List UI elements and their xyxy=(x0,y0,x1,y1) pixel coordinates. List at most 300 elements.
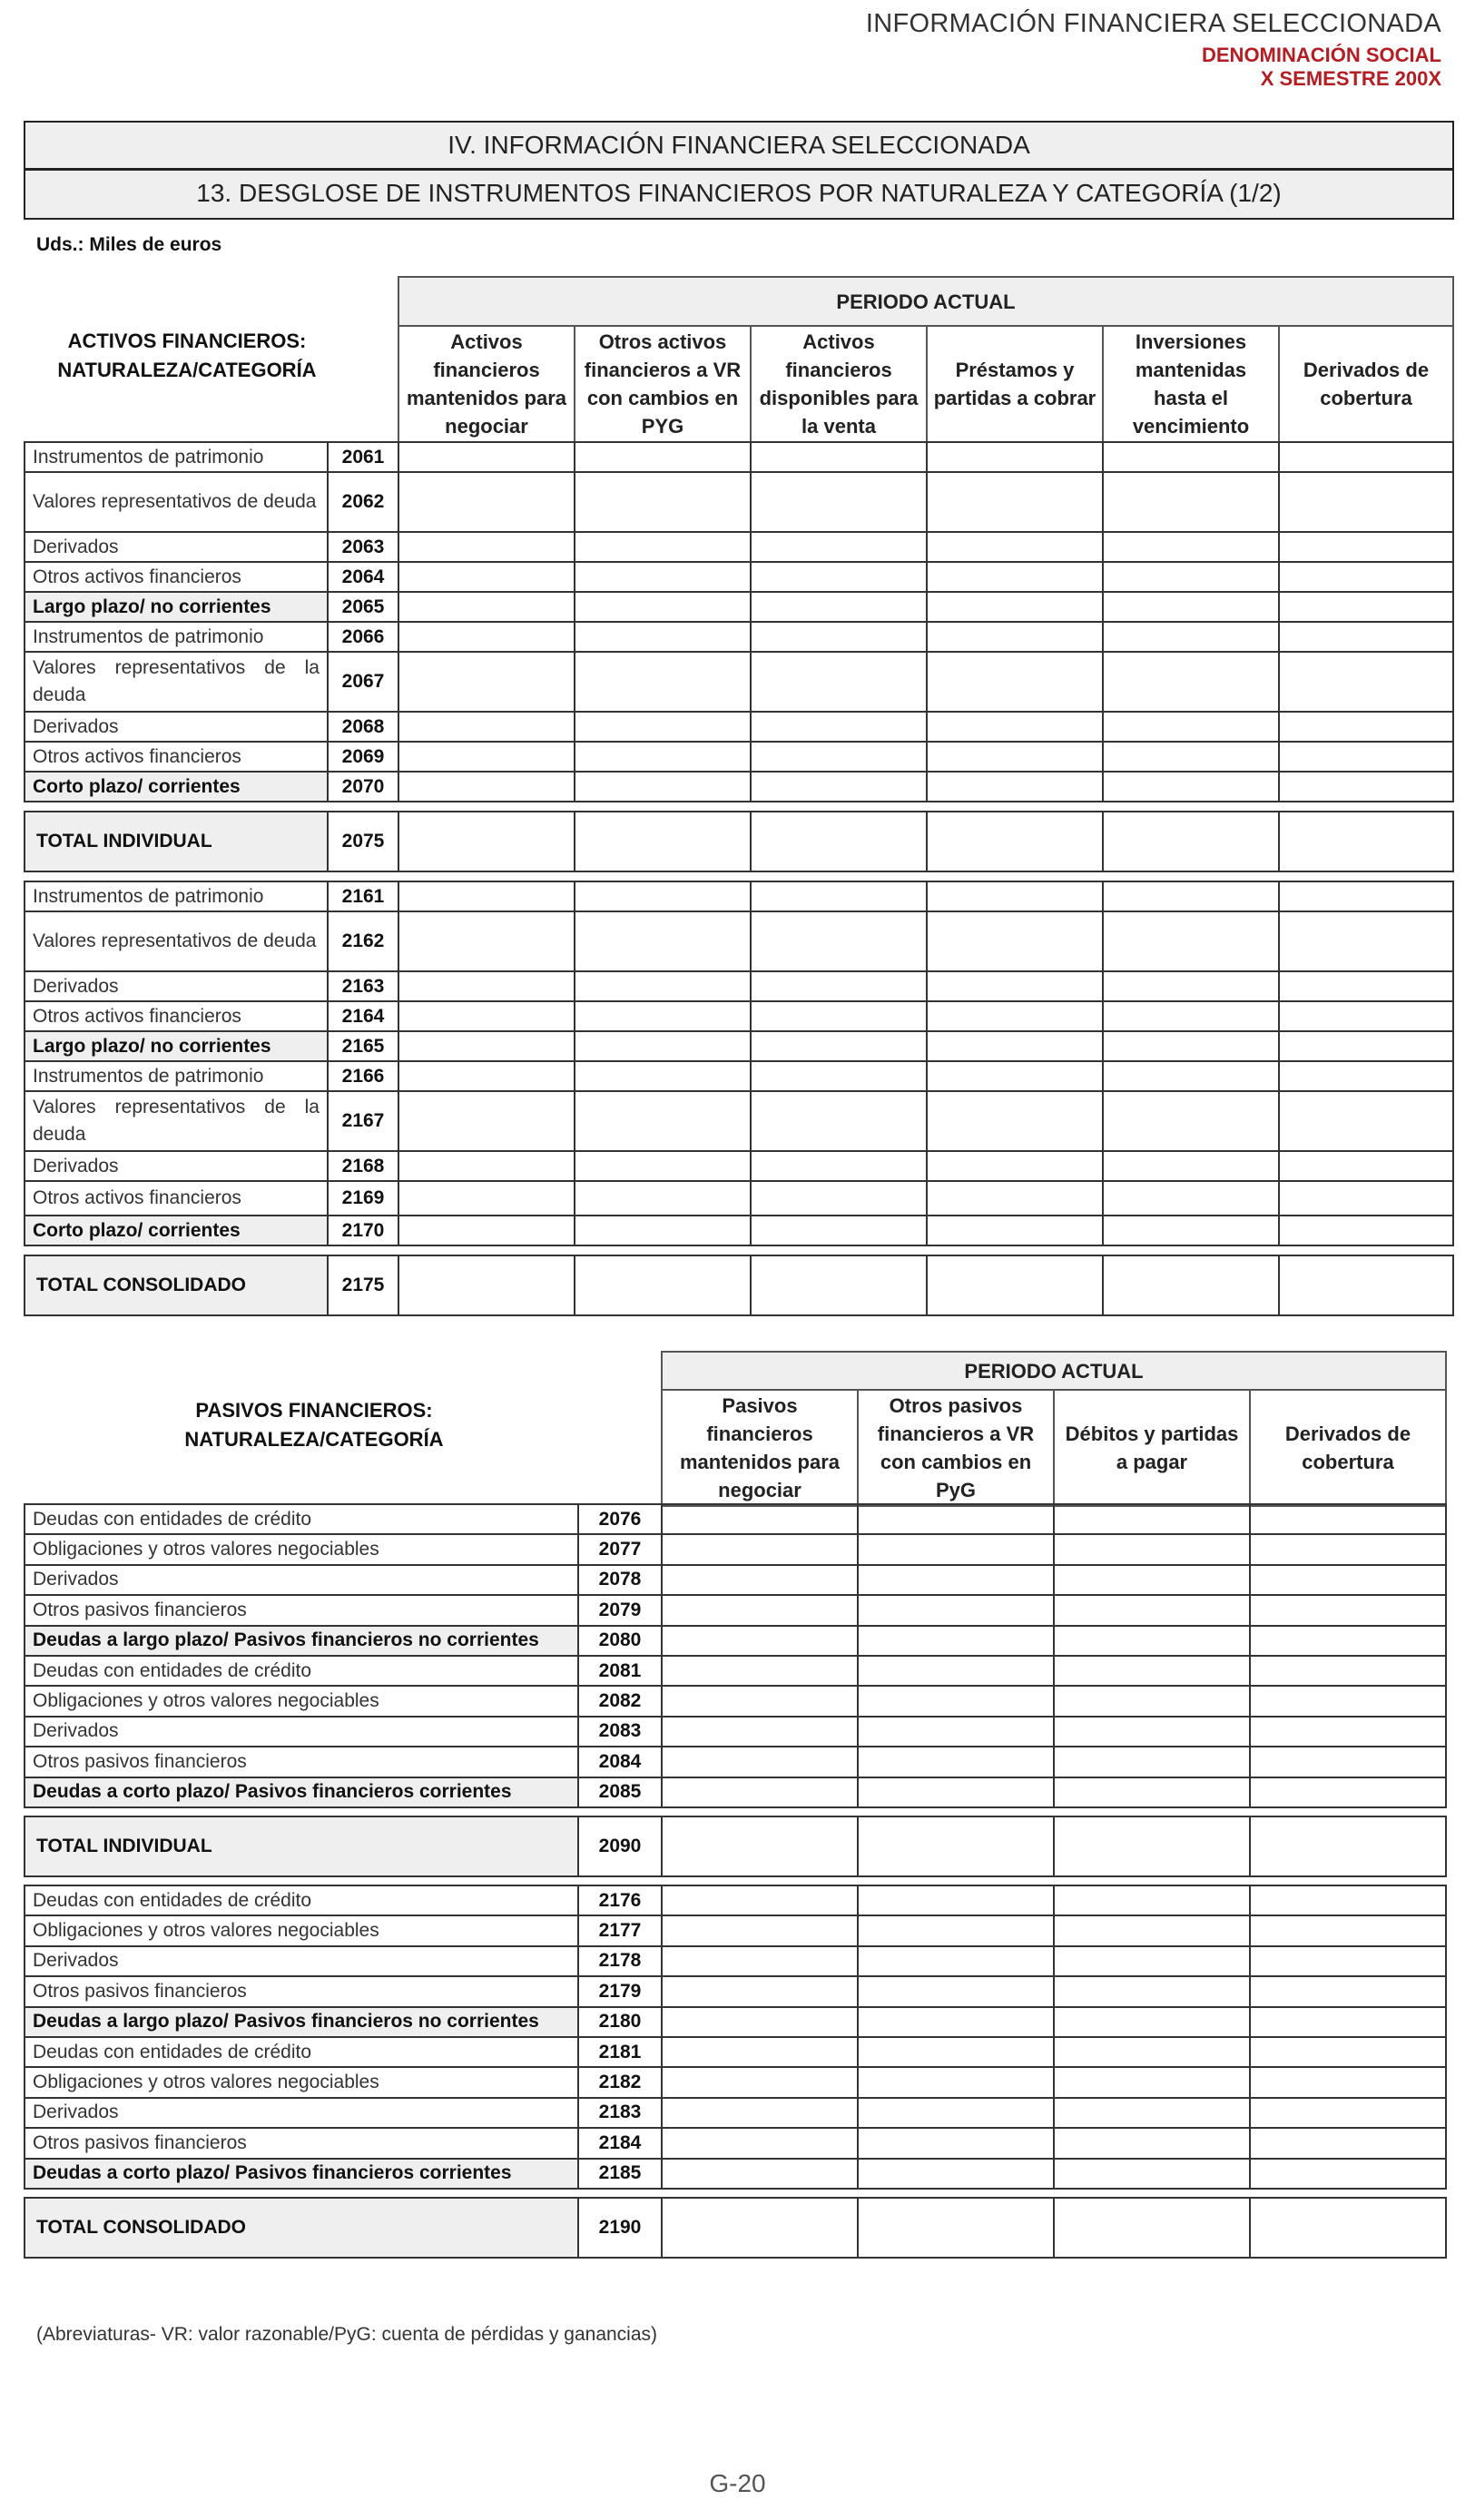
row-label: Derivados xyxy=(25,1717,578,1747)
value-cell[interactable] xyxy=(751,772,927,802)
value-cell[interactable] xyxy=(927,592,1103,622)
value-cell[interactable] xyxy=(398,1061,575,1091)
row-code: 2166 xyxy=(328,1061,398,1091)
row-label: Otros activos financieros xyxy=(25,742,328,772)
value-cell[interactable] xyxy=(1103,712,1279,742)
value-cell[interactable] xyxy=(751,652,927,712)
value-cell[interactable] xyxy=(1250,1717,1446,1747)
value-cell[interactable] xyxy=(662,1686,858,1716)
total-value-cell[interactable] xyxy=(858,1816,1054,1876)
table-row xyxy=(25,2128,1446,2158)
liabilities-column-header-cell: Derivados de cobertura xyxy=(1250,1390,1446,1506)
value-cell[interactable] xyxy=(662,1747,858,1777)
row-code: 2184 xyxy=(578,2128,662,2158)
value-cell[interactable] xyxy=(1250,1504,1446,1534)
assets-column-header-cell: Inversiones mantenidas hasta el vencimiento xyxy=(1103,326,1279,442)
value-cell[interactable] xyxy=(751,911,927,971)
value-cell[interactable] xyxy=(927,562,1103,592)
value-cell[interactable] xyxy=(1103,622,1279,652)
value-cell[interactable] xyxy=(927,1181,1103,1216)
value-cell[interactable] xyxy=(858,2067,1054,2097)
value-cell[interactable] xyxy=(1054,1534,1250,1564)
total-code: 2175 xyxy=(328,1255,398,1315)
value-cell[interactable] xyxy=(1103,1216,1279,1245)
value-cell[interactable] xyxy=(1103,1091,1279,1151)
table-row xyxy=(25,1656,1446,1686)
value-cell[interactable] xyxy=(927,532,1103,562)
value-cell[interactable] xyxy=(662,2159,858,2189)
total-value-cell[interactable] xyxy=(1250,1816,1446,1876)
value-cell[interactable] xyxy=(575,712,751,742)
liabilities-heading-line1: PASIVOS FINANCIEROS: xyxy=(195,1399,433,1422)
value-cell[interactable] xyxy=(575,1001,751,1031)
value-cell[interactable] xyxy=(575,742,751,772)
value-cell[interactable] xyxy=(1279,1181,1453,1216)
value-cell[interactable] xyxy=(1054,1777,1250,1807)
value-cell[interactable] xyxy=(1250,2098,1446,2128)
value-cell[interactable] xyxy=(858,2037,1054,2067)
liabilities-total-individual-table xyxy=(24,1816,1447,1877)
value-cell[interactable] xyxy=(927,881,1103,911)
row-code: 2180 xyxy=(578,2007,662,2037)
value-cell[interactable] xyxy=(1054,1686,1250,1716)
value-cell[interactable] xyxy=(1250,1777,1446,1807)
value-cell[interactable] xyxy=(1250,1595,1446,1625)
row-label: Otros pasivos financieros xyxy=(25,1976,578,2006)
value-cell[interactable] xyxy=(398,742,575,772)
value-cell[interactable] xyxy=(1279,562,1453,592)
value-cell[interactable] xyxy=(662,1534,858,1564)
value-cell[interactable] xyxy=(858,1504,1054,1534)
table-row xyxy=(25,1031,1453,1061)
value-cell[interactable] xyxy=(751,442,927,472)
row-code: 2082 xyxy=(578,1686,662,1716)
value-cell[interactable] xyxy=(858,1595,1054,1625)
total-row xyxy=(25,2198,1446,2258)
value-cell[interactable] xyxy=(1054,1626,1250,1656)
value-cell[interactable] xyxy=(575,1181,751,1216)
value-cell[interactable] xyxy=(927,712,1103,742)
value-cell[interactable] xyxy=(1279,442,1453,472)
value-cell[interactable] xyxy=(751,1216,927,1245)
row-code: 2167 xyxy=(328,1091,398,1151)
value-cell[interactable] xyxy=(575,971,751,1001)
value-cell[interactable] xyxy=(1279,1061,1453,1091)
value-cell[interactable] xyxy=(858,1656,1054,1686)
value-cell[interactable] xyxy=(662,1976,858,2006)
value-cell[interactable] xyxy=(662,1656,858,1686)
value-cell[interactable] xyxy=(1103,1001,1279,1031)
value-cell[interactable] xyxy=(1103,1061,1279,1091)
value-cell[interactable] xyxy=(1279,1091,1453,1151)
value-cell[interactable] xyxy=(751,1001,927,1031)
value-cell[interactable] xyxy=(575,532,751,562)
table-row xyxy=(25,1565,1446,1595)
subsection-title-box xyxy=(24,169,1454,220)
value-cell[interactable] xyxy=(1250,2007,1446,2037)
value-cell[interactable] xyxy=(575,442,751,472)
value-cell[interactable] xyxy=(398,1031,575,1061)
value-cell[interactable] xyxy=(927,1031,1103,1061)
value-cell[interactable] xyxy=(751,881,927,911)
total-value-cell[interactable] xyxy=(751,1255,927,1315)
value-cell[interactable] xyxy=(1250,1686,1446,1716)
value-cell[interactable] xyxy=(398,881,575,911)
value-cell[interactable] xyxy=(858,2159,1054,2189)
value-cell[interactable] xyxy=(1279,971,1453,1001)
value-cell[interactable] xyxy=(927,971,1103,1001)
table-row xyxy=(25,1595,1446,1625)
table-row xyxy=(25,1151,1453,1181)
value-cell[interactable] xyxy=(1103,911,1279,971)
total-value-cell[interactable] xyxy=(1103,1255,1279,1315)
value-cell[interactable] xyxy=(1279,652,1453,712)
value-cell[interactable] xyxy=(575,1061,751,1091)
row-code: 2070 xyxy=(328,772,398,802)
abbreviations-footnote: (Abreviaturas- VR: valor razonable/PyG: cuenta de pérdidas y ganancias) xyxy=(36,2324,658,2345)
row-code: 2066 xyxy=(328,622,398,652)
company-name: DENOMINACIÓN SOCIAL xyxy=(1202,44,1441,66)
value-cell[interactable] xyxy=(927,1216,1103,1245)
value-cell[interactable] xyxy=(575,562,751,592)
value-cell[interactable] xyxy=(751,1151,927,1181)
value-cell[interactable] xyxy=(751,1091,927,1151)
row-code: 2077 xyxy=(578,1534,662,1564)
row-label: Largo plazo/ no corrientes xyxy=(25,592,328,622)
row-label: Otros activos financieros xyxy=(25,1001,328,1031)
value-cell[interactable] xyxy=(1103,1181,1279,1216)
value-cell[interactable] xyxy=(1279,881,1453,911)
liabilities-column-header-cell: Pasivos financieros mantenidos para negociar xyxy=(662,1390,858,1506)
table-row xyxy=(25,1915,1446,1945)
value-cell[interactable] xyxy=(927,1151,1103,1181)
value-cell[interactable] xyxy=(398,1216,575,1245)
value-cell[interactable] xyxy=(662,2037,858,2067)
value-cell[interactable] xyxy=(1054,1595,1250,1625)
value-cell[interactable] xyxy=(575,1151,751,1181)
value-cell[interactable] xyxy=(1250,1747,1446,1777)
value-cell[interactable] xyxy=(1279,1216,1453,1245)
total-value-cell[interactable] xyxy=(1054,2198,1250,2258)
total-value-cell[interactable] xyxy=(1279,812,1453,871)
value-cell[interactable] xyxy=(1103,652,1279,712)
value-cell[interactable] xyxy=(1054,2098,1250,2128)
value-cell[interactable] xyxy=(927,442,1103,472)
value-cell[interactable] xyxy=(575,881,751,911)
value-cell[interactable] xyxy=(398,911,575,971)
liabilities-individual-table xyxy=(24,1503,1447,1808)
total-value-cell[interactable] xyxy=(1054,1816,1250,1876)
row-label: Largo plazo/ no corrientes xyxy=(25,1031,328,1061)
value-cell[interactable] xyxy=(1054,1915,1250,1945)
value-cell[interactable] xyxy=(1279,1151,1453,1181)
value-cell[interactable] xyxy=(1054,1656,1250,1686)
value-cell[interactable] xyxy=(927,1061,1103,1091)
value-cell[interactable] xyxy=(575,1216,751,1245)
table-row xyxy=(25,1216,1453,1245)
assets-side-heading xyxy=(24,327,350,385)
units-label: Uds.: Miles de euros xyxy=(36,234,222,255)
value-cell[interactable] xyxy=(858,1885,1054,1915)
value-cell[interactable] xyxy=(575,911,751,971)
value-cell[interactable] xyxy=(1054,2037,1250,2067)
value-cell[interactable] xyxy=(858,1626,1054,1656)
value-cell[interactable] xyxy=(575,622,751,652)
value-cell[interactable] xyxy=(858,1565,1054,1595)
assets-column-header-cell: Derivados de cobertura xyxy=(1279,326,1453,442)
assets-heading-line2: NATURALEZA/CATEGORÍA xyxy=(57,359,317,381)
value-cell[interactable] xyxy=(1250,1656,1446,1686)
value-cell[interactable] xyxy=(662,1946,858,1976)
liabilities-column-header-cell: Débitos y partidas a pagar xyxy=(1054,1390,1250,1506)
value-cell[interactable] xyxy=(858,1976,1054,2006)
total-value-cell[interactable] xyxy=(575,1255,751,1315)
table-row xyxy=(25,971,1453,1001)
total-value-cell[interactable] xyxy=(1250,2198,1446,2258)
value-cell[interactable] xyxy=(1103,532,1279,562)
value-cell[interactable] xyxy=(927,742,1103,772)
value-cell[interactable] xyxy=(1103,592,1279,622)
row-label: Otros pasivos financieros xyxy=(25,1595,578,1625)
value-cell[interactable] xyxy=(1279,772,1453,802)
value-cell[interactable] xyxy=(1279,592,1453,622)
value-cell[interactable] xyxy=(662,1565,858,1595)
value-cell[interactable] xyxy=(1103,442,1279,472)
value-cell[interactable] xyxy=(398,562,575,592)
value-cell[interactable] xyxy=(1103,562,1279,592)
value-cell[interactable] xyxy=(1103,1151,1279,1181)
value-cell[interactable] xyxy=(662,1777,858,1807)
row-code: 2161 xyxy=(328,881,398,911)
value-cell[interactable] xyxy=(662,2098,858,2128)
value-cell[interactable] xyxy=(1279,472,1453,532)
value-cell[interactable] xyxy=(751,971,927,1001)
value-cell[interactable] xyxy=(662,2067,858,2097)
value-cell[interactable] xyxy=(1103,1031,1279,1061)
value-cell[interactable] xyxy=(662,2128,858,2158)
value-cell[interactable] xyxy=(1279,712,1453,742)
row-code: 2078 xyxy=(578,1565,662,1595)
table-row xyxy=(25,712,1453,742)
value-cell[interactable] xyxy=(927,1001,1103,1031)
row-code: 2163 xyxy=(328,971,398,1001)
value-cell[interactable] xyxy=(858,1534,1054,1564)
value-cell[interactable] xyxy=(398,1001,575,1031)
value-cell[interactable] xyxy=(1250,2037,1446,2067)
value-cell[interactable] xyxy=(1250,1976,1446,2006)
total-row xyxy=(25,1816,1446,1876)
value-cell[interactable] xyxy=(662,1595,858,1625)
value-cell[interactable] xyxy=(1054,1976,1250,2006)
assets-individual-table xyxy=(24,441,1454,802)
value-cell[interactable] xyxy=(398,652,575,712)
value-cell[interactable] xyxy=(662,2007,858,2037)
total-value-cell[interactable] xyxy=(858,2198,1054,2258)
table-row xyxy=(25,2159,1446,2189)
row-label: Deudas con entidades de crédito xyxy=(25,1885,578,1915)
table-row xyxy=(25,2007,1446,2037)
value-cell[interactable] xyxy=(927,472,1103,532)
row-label: Obligaciones y otros valores negociables xyxy=(25,1686,578,1716)
value-cell[interactable] xyxy=(1279,911,1453,971)
value-cell[interactable] xyxy=(927,652,1103,712)
total-value-cell[interactable] xyxy=(1279,1255,1453,1315)
row-label: Deudas a corto plazo/ Pasivos financieros corrientes xyxy=(25,2159,578,2189)
value-cell[interactable] xyxy=(927,1091,1103,1151)
value-cell[interactable] xyxy=(1103,742,1279,772)
row-label: Deudas con entidades de crédito xyxy=(25,1656,578,1686)
value-cell[interactable] xyxy=(1250,1885,1446,1915)
value-cell[interactable] xyxy=(575,1031,751,1061)
row-code: 2083 xyxy=(578,1717,662,1747)
row-code: 2182 xyxy=(578,2067,662,2097)
value-cell[interactable] xyxy=(1054,2128,1250,2158)
value-cell[interactable] xyxy=(662,1717,858,1747)
row-label: Obligaciones y otros valores negociables xyxy=(25,1915,578,1945)
value-cell[interactable] xyxy=(858,1747,1054,1777)
value-cell[interactable] xyxy=(662,1915,858,1945)
row-label: Derivados xyxy=(25,1565,578,1595)
value-cell[interactable] xyxy=(1054,1565,1250,1595)
value-cell[interactable] xyxy=(1103,971,1279,1001)
value-cell[interactable] xyxy=(751,1061,927,1091)
value-cell[interactable] xyxy=(751,712,927,742)
row-label: Obligaciones y otros valores negociables xyxy=(25,1534,578,1564)
value-cell[interactable] xyxy=(575,472,751,532)
total-row xyxy=(25,812,1453,871)
value-cell[interactable] xyxy=(575,772,751,802)
value-cell[interactable] xyxy=(858,1946,1054,1976)
semester-label: X SEMESTRE 200X xyxy=(1260,67,1441,90)
liabilities-column-header xyxy=(661,1351,1447,1507)
value-cell[interactable] xyxy=(1103,472,1279,532)
value-cell[interactable] xyxy=(1054,2159,1250,2189)
value-cell[interactable] xyxy=(858,2098,1054,2128)
value-cell[interactable] xyxy=(398,1181,575,1216)
value-cell[interactable] xyxy=(1054,1747,1250,1777)
value-cell[interactable] xyxy=(398,772,575,802)
value-cell[interactable] xyxy=(1279,1001,1453,1031)
value-cell[interactable] xyxy=(1054,1885,1250,1915)
value-cell[interactable] xyxy=(398,472,575,532)
value-cell[interactable] xyxy=(858,1777,1054,1807)
value-cell[interactable] xyxy=(398,712,575,742)
value-cell[interactable] xyxy=(398,971,575,1001)
value-cell[interactable] xyxy=(1250,1626,1446,1656)
liabilities-period-header: PERIODO ACTUAL xyxy=(662,1352,1446,1390)
value-cell[interactable] xyxy=(751,742,927,772)
value-cell[interactable] xyxy=(1054,1504,1250,1534)
row-label: Deudas a corto plazo/ Pasivos financieros corrientes xyxy=(25,1777,578,1807)
value-cell[interactable] xyxy=(575,1091,751,1151)
value-cell[interactable] xyxy=(575,652,751,712)
value-cell[interactable] xyxy=(575,592,751,622)
value-cell[interactable] xyxy=(1054,2067,1250,2097)
total-value-cell[interactable] xyxy=(662,2198,858,2258)
value-cell[interactable] xyxy=(751,592,927,622)
total-label: TOTAL INDIVIDUAL xyxy=(25,1816,578,1876)
value-cell[interactable] xyxy=(1103,881,1279,911)
total-value-cell[interactable] xyxy=(398,1255,575,1315)
table-row xyxy=(25,1717,1446,1747)
total-value-cell[interactable] xyxy=(1103,812,1279,871)
value-cell[interactable] xyxy=(1279,622,1453,652)
value-cell[interactable] xyxy=(1250,2067,1446,2097)
value-cell[interactable] xyxy=(1250,2159,1446,2189)
total-value-cell[interactable] xyxy=(927,812,1103,871)
table-row xyxy=(25,911,1453,971)
value-cell[interactable] xyxy=(398,1151,575,1181)
assets-column-header-cell: Préstamos y partidas a cobrar xyxy=(927,326,1103,442)
value-cell[interactable] xyxy=(398,1091,575,1151)
row-code: 2179 xyxy=(578,1976,662,2006)
value-cell[interactable] xyxy=(398,532,575,562)
value-cell[interactable] xyxy=(751,532,927,562)
value-cell[interactable] xyxy=(1250,1946,1446,1976)
row-label: Derivados xyxy=(25,2098,578,2128)
value-cell[interactable] xyxy=(927,911,1103,971)
assets-heading-line1: ACTIVOS FINANCIEROS: xyxy=(67,330,307,352)
value-cell[interactable] xyxy=(858,1915,1054,1945)
value-cell[interactable] xyxy=(662,1626,858,1656)
value-cell[interactable] xyxy=(751,622,927,652)
total-value-cell[interactable] xyxy=(751,812,927,871)
value-cell[interactable] xyxy=(1103,772,1279,802)
value-cell[interactable] xyxy=(858,2007,1054,2037)
assets-total-individual-table xyxy=(24,811,1454,872)
total-value-cell[interactable] xyxy=(662,1816,858,1876)
value-cell[interactable] xyxy=(1279,1031,1453,1061)
value-cell[interactable] xyxy=(1054,1946,1250,1976)
table-row xyxy=(25,652,1453,712)
assets-column-header-cell: Activos financieros mantenidos para negociar xyxy=(398,326,575,442)
value-cell[interactable] xyxy=(751,562,927,592)
total-value-cell[interactable] xyxy=(575,812,751,871)
value-cell[interactable] xyxy=(662,1504,858,1534)
value-cell[interactable] xyxy=(1250,2128,1446,2158)
value-cell[interactable] xyxy=(858,1717,1054,1747)
value-cell[interactable] xyxy=(1279,742,1453,772)
assets-period-header: PERIODO ACTUAL xyxy=(398,277,1453,326)
row-code: 2076 xyxy=(578,1504,662,1534)
value-cell[interactable] xyxy=(1250,1534,1446,1564)
value-cell[interactable] xyxy=(1054,1717,1250,1747)
row-code: 2170 xyxy=(328,1216,398,1245)
assets-column-header-cell: Otros activos financieros a VR con cambios en PYG xyxy=(575,326,751,442)
value-cell[interactable] xyxy=(927,622,1103,652)
value-cell[interactable] xyxy=(927,772,1103,802)
value-cell[interactable] xyxy=(1250,1915,1446,1945)
value-cell[interactable] xyxy=(751,1181,927,1216)
value-cell[interactable] xyxy=(662,1885,858,1915)
row-label: Derivados xyxy=(25,1946,578,1976)
total-value-cell[interactable] xyxy=(927,1255,1103,1315)
value-cell[interactable] xyxy=(398,622,575,652)
row-code: 2165 xyxy=(328,1031,398,1061)
value-cell[interactable] xyxy=(1279,532,1453,562)
value-cell[interactable] xyxy=(1250,1565,1446,1595)
table-row xyxy=(25,1626,1446,1656)
value-cell[interactable] xyxy=(751,1031,927,1061)
total-value-cell[interactable] xyxy=(398,812,575,871)
value-cell[interactable] xyxy=(1054,2007,1250,2037)
value-cell[interactable] xyxy=(398,592,575,622)
value-cell[interactable] xyxy=(858,1686,1054,1716)
value-cell[interactable] xyxy=(858,2128,1054,2158)
value-cell[interactable] xyxy=(398,442,575,472)
row-code: 2063 xyxy=(328,532,398,562)
value-cell[interactable] xyxy=(751,472,927,532)
